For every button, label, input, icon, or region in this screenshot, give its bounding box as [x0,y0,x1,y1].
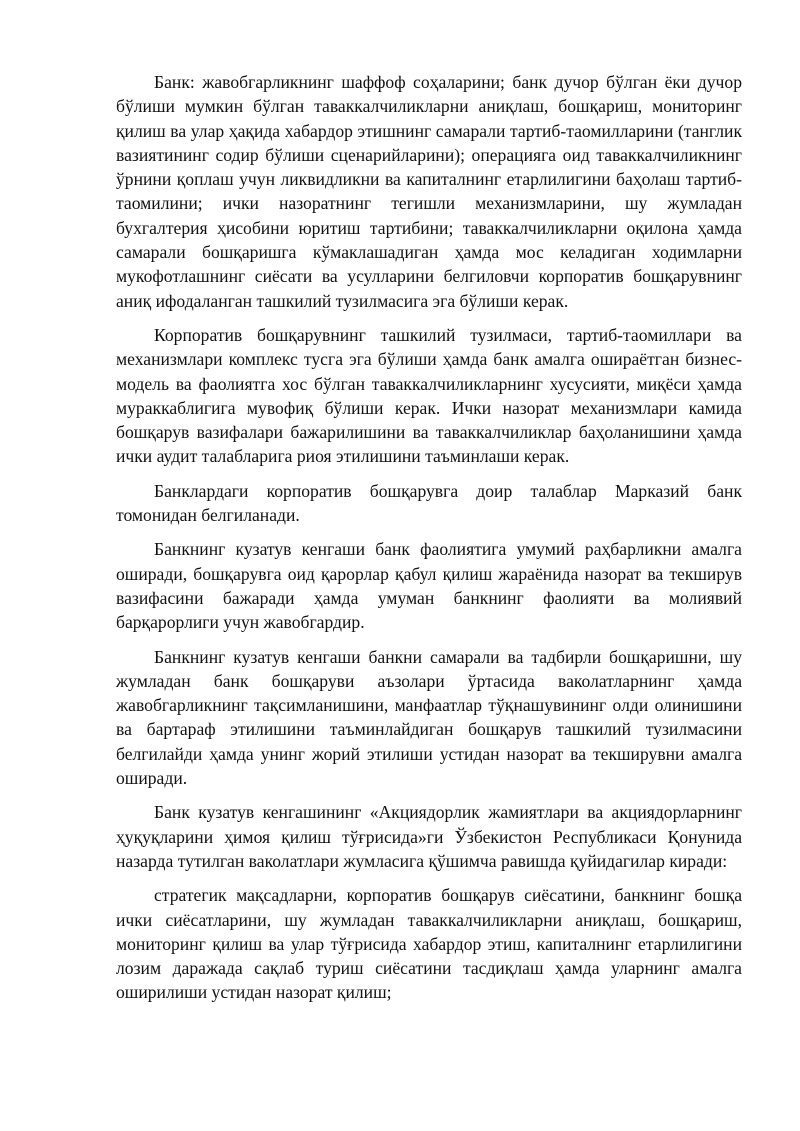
paragraph-supervisory-board-structure: Банкнинг кузатув кенгаши банкни самарали ва тадбирли бошқаришни, шу жумладан банк бошқаруви аъзолари ўртасида ваколатларнинг ҳамда жавобгарликнинг тақсимланишини, манфаатлар тўқнашувининг олди олинишини ва бартараф этилишини таъминлайдиган бошқарув ташкилий тузилмасини белгилайди ҳамда унинг жорий этилиши устидан назорат ва текширувни амалга оширади. [116,646,742,789]
document-page [116,70,742,1015]
paragraph-supervisory-board-role: Банкнинг кузатув кенгаши банк фаолиятига умумий раҳбарликни амалга оширади, бошқарувга оид қарорлар қабул қилиш жараёнида назорат ва текширув вазифасини бажаради ҳамда умуман банкнинг фаолияти ва молиявий барқарорлиги учун жавобгардир. [116,539,742,633]
paragraph-central-bank-requirements: Банклардаги корпоратив бошқарувга доир талаблар Марказий банк томонидан белгиланади. [116,480,742,526]
paragraph-supervisory-board-powers: Банк кузатув кенгашининг «Акциядорлик жамиятлари ва акциядорларнинг ҳуқуқларини ҳимоя қилиш тўғрисида»ги Ўзбекистон Республикаси Қонунида назарда тутилган ваколатлари жумласига қўшимча равишда қуйидагилар киради: [116,802,742,871]
paragraph-bank-governance-structure: Банк: жавобгарликнинг шаффоф соҳаларини; банк дучор бўлган ёки дучор бўлиши мумкин бўлган таваккалчиликларни аниқлаш, бошқариш, мониторинг қилиш ва улар ҳақида хабардор этишнинг самарали тартиб-таомилларини (танглик вазиятининг содир бўлиши сценарийларини); операцияга оид таваккалчиликнинг ўрнини қоплаш учун ликвидликни ва капиталнинг етарлилигини баҳолаш тартиб-таомилини; ички назоратнинг тегишли механизмларини, шу жумладан бухгалтерия ҳисобини юритиш тартибини; таваккалчиликларни оқилона ҳамда самарали бошқаришга кўмаклашадиган ҳамда мос келадиган ходимларни мукофотлашнинг сиёсати ва усулларини белгиловчи корпоратив бошқарувнинг аниқ ифодаланган ташкилий тузилмасига эга бўлиши керак. [116,72,742,311]
paragraph-governance-mechanisms: Корпоратив бошқарувнинг ташкилий тузилмаси, тартиб-таомиллари ва механизмлари комплекс тусга эга бўлиши ҳамда банк амалга ошираётган бизнес-модель ва фаолиятга хос бўлган таваккалчиликларнинг хусусияти, миқёси ҳамда мураккаблигига мувофиқ бўлиши керак. Ички назорат механизмлари камида бошқарув вазифалари бажарилишини ва таваккалчиликлар баҳоланишини ҳамда ички аудит талабларига риоя этилишини таъминлаши керак. [116,324,742,467]
paragraph-strategic-goals: стратегик мақсадларни, корпоратив бошқарув сиёсатини, банкнинг бошқа ички сиёсатларини, шу жумладан таваккалчиликларни аниқлаш, бошқариш, мониторинг қилиш ва улар тўғрисида хабардор этиш, капиталнинг етарлилигини лозим даражада сақлаб туриш сиёсатини тасдиқлаш ҳамда уларнинг амалга оширилиши устидан назорат қилиш; [116,885,742,1003]
